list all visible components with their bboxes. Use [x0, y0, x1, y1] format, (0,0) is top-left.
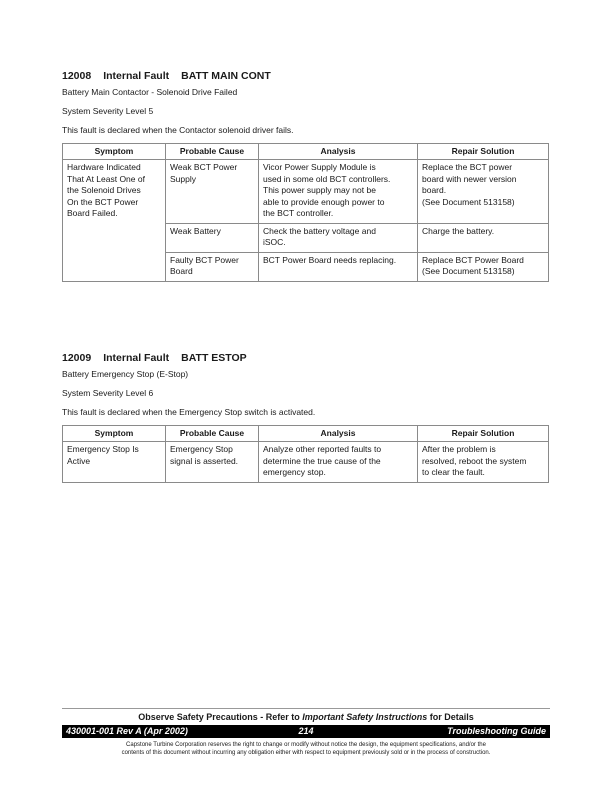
header-symptom: Symptom: [63, 426, 166, 442]
fault-heading: [62, 70, 548, 82]
footer-bar: [62, 725, 550, 738]
document-id: 430001-001 Rev A (Apr 2002): [66, 726, 188, 736]
fault-declaration: This fault is declared when the Emergency Stop switch is activated.: [62, 407, 316, 417]
solution-cell: Replace BCT Power Board (See Document 513158): [418, 252, 549, 281]
fault-code: 12009: [62, 352, 92, 364]
symptom-cell: Hardware Indicated That At Least One of the Solenoid Drives On the BCT Power Board Failed.: [63, 160, 166, 282]
legal-notice: Capstone Turbine Corporation reserves the right to change or modify without notice the design, the equipment specifications, and/or the contents of this document without incurring any obligation either with respect to equipment previously sold or in the process of construction.: [121, 742, 491, 756]
solution-cell: Replace the BCT power board with newer version board. (See Document 513158): [418, 160, 549, 224]
header-probable-cause: Probable Cause: [166, 144, 259, 160]
analysis-cell: Analyze other reported faults to determine the true cause of the emergency stop.: [259, 442, 418, 483]
header-repair-solution: Repair Solution: [418, 426, 549, 442]
table-row: [63, 442, 549, 483]
fault-type: Internal Fault: [103, 70, 170, 82]
page-number: 214: [298, 726, 314, 736]
fault-description: Battery Main Contactor - Solenoid Drive Failed: [62, 87, 238, 97]
cause-cell: Emergency Stop signal is asserted.: [166, 442, 259, 483]
safety-notice: Observe Safety Precautions - Refer to Important Safety Instructions for Details: [138, 712, 474, 722]
cause-cell: Faulty BCT Power Board: [166, 252, 259, 281]
guide-title: Troubleshooting Guide: [447, 726, 546, 736]
fault-table: [62, 425, 549, 483]
analysis-cell: Check the battery voltage and iSOC.: [259, 223, 418, 252]
fault-section-12008: [62, 70, 548, 282]
cause-cell: Weak BCT Power Supply: [166, 160, 259, 224]
fault-code: 12008: [62, 70, 92, 82]
fault-table: [62, 143, 549, 282]
fault-severity: System Severity Level 5: [62, 106, 154, 116]
page-footer: [62, 708, 550, 757]
fault-heading: [62, 352, 548, 364]
solution-cell: Charge the battery.: [418, 223, 549, 252]
footer-divider: [62, 708, 550, 709]
fault-section-12009: [62, 352, 548, 483]
fault-name: BATT MAIN CONT: [181, 70, 271, 82]
fault-severity: System Severity Level 6: [62, 388, 154, 398]
header-analysis: Analysis: [259, 144, 418, 160]
header-analysis: Analysis: [259, 426, 418, 442]
symptom-cell: Emergency Stop Is Active: [63, 442, 166, 483]
fault-type: Internal Fault: [103, 352, 170, 364]
analysis-cell: Vicor Power Supply Module is used in some old BCT controllers. This power supply may not be able to provide enough power to the BCT controller.: [259, 160, 418, 224]
fault-name: BATT ESTOP: [181, 352, 247, 364]
fault-description: Battery Emergency Stop (E-Stop): [62, 369, 189, 379]
cause-cell: Weak Battery: [166, 223, 259, 252]
analysis-cell: BCT Power Board needs replacing.: [259, 252, 418, 281]
header-repair-solution: Repair Solution: [418, 144, 549, 160]
header-symptom: Symptom: [63, 144, 166, 160]
solution-cell: After the problem is resolved, reboot the system to clear the fault.: [418, 442, 549, 483]
safety-instructions-title: Important Safety Instructions: [302, 712, 428, 722]
table-row: [63, 160, 549, 224]
fault-declaration: This fault is declared when the Contactor solenoid driver fails.: [62, 125, 294, 135]
header-probable-cause: Probable Cause: [166, 426, 259, 442]
